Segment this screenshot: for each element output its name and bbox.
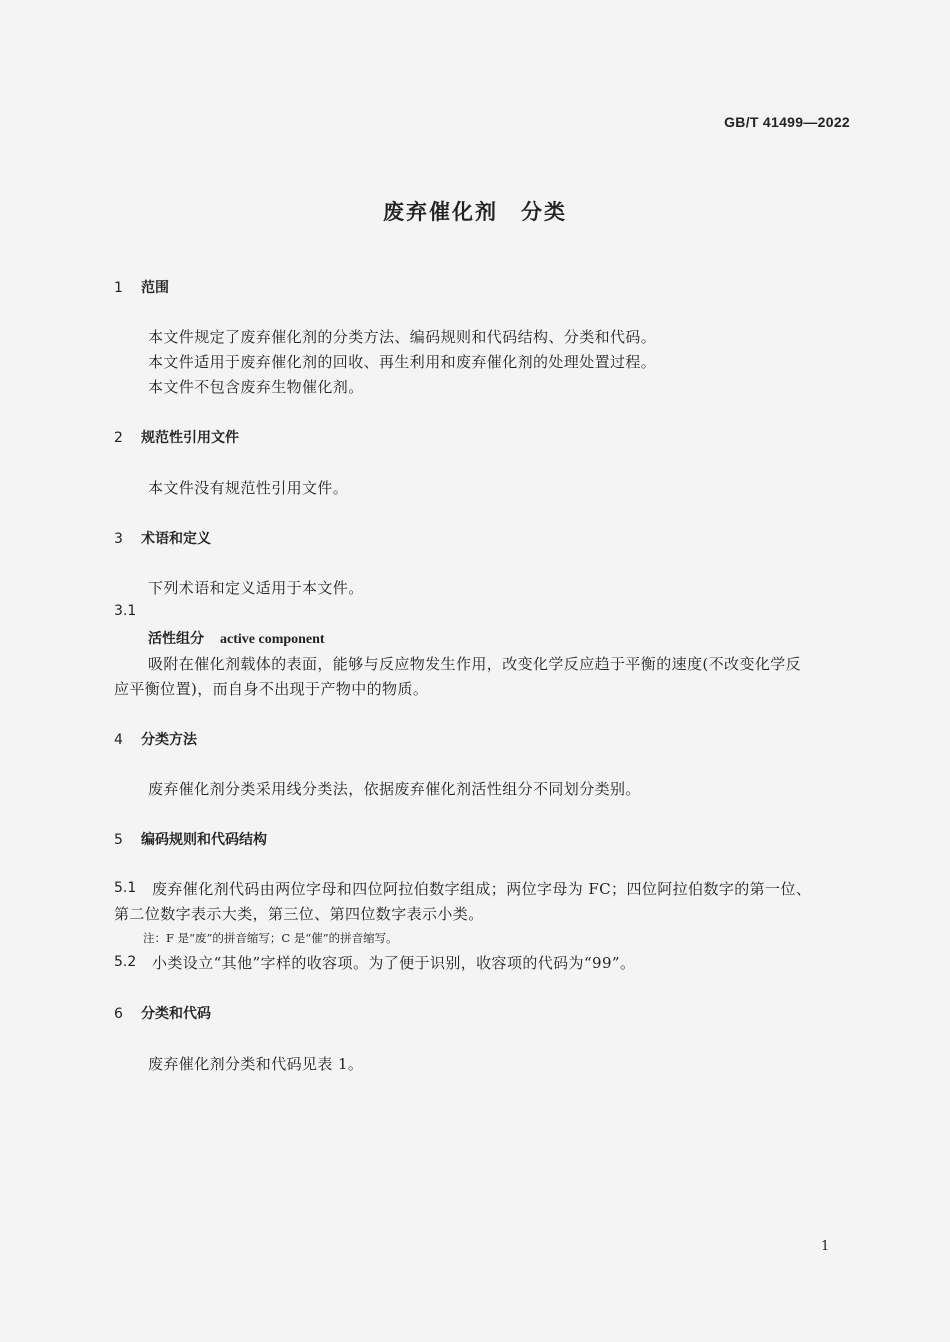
term-definition-line: 吸附在催化剂载体的表面，能够与反应物发生作用，改变化学反应趋于平衡的速度(不改变化学反 xyxy=(148,655,802,673)
section-title: 范围 xyxy=(141,280,169,296)
clause-text: 小类设立“其他”字样的收容项。为了便于识别，收容项的代码为“99”。 xyxy=(152,954,636,972)
paragraph: 废弃催化剂分类采用线分类法，依据废弃催化剂活性组分不同划分类别。 xyxy=(148,780,641,798)
section-title: 分类和代码 xyxy=(141,1006,211,1022)
section-number: 2 xyxy=(114,430,123,446)
section-heading-3 xyxy=(114,528,211,548)
section-heading-4 xyxy=(114,729,197,749)
section-title: 术语和定义 xyxy=(141,531,211,547)
section-heading-1 xyxy=(114,277,169,297)
section-number: 4 xyxy=(114,732,123,748)
section-title: 编码规则和代码结构 xyxy=(141,832,267,848)
section-number: 6 xyxy=(114,1006,123,1022)
section-number: 1 xyxy=(114,280,123,296)
section-number: 3 xyxy=(114,531,123,547)
clause-number: 5.1 xyxy=(114,880,137,896)
clause-text-line: 废弃催化剂代码由两位字母和四位阿拉伯数字组成；两位字母为 FC；四位阿拉伯数字的第一位、 xyxy=(152,880,812,898)
paragraph: 下列术语和定义适用于本文件。 xyxy=(148,579,364,597)
paragraph: 本文件不包含废弃生物催化剂。 xyxy=(148,378,364,396)
section-number: 5 xyxy=(114,832,123,848)
clause-text-line: 第二位数字表示大类，第三位、第四位数字表示小类。 xyxy=(114,905,484,923)
paragraph: 本文件没有规范性引用文件。 xyxy=(148,479,349,497)
section-heading-6 xyxy=(114,1003,211,1023)
paragraph: 本文件适用于废弃催化剂的回收、再生利用和废弃催化剂的处理处置过程。 xyxy=(148,353,657,371)
term-entry xyxy=(148,628,325,648)
page-number: 1 xyxy=(821,1239,830,1254)
section-heading-2 xyxy=(114,427,239,447)
section-title: 分类方法 xyxy=(141,732,197,748)
section-heading-5 xyxy=(114,829,267,849)
document-title: 废弃催化剂 分类 xyxy=(383,200,567,224)
term-chinese: 活性组分 xyxy=(148,631,204,647)
standard-code: GB/T 41499—2022 xyxy=(724,114,850,130)
term-english: active component xyxy=(220,632,325,647)
note: 注：F 是“废”的拼音缩写；C 是“催”的拼音缩写。 xyxy=(143,931,398,945)
paragraph: 废弃催化剂分类和代码见表 1。 xyxy=(148,1055,364,1073)
term-definition-line: 应平衡位置)，而自身不出现于产物中的物质。 xyxy=(114,680,429,698)
paragraph: 本文件规定了废弃催化剂的分类方法、编码规则和代码结构、分类和代码。 xyxy=(148,328,657,346)
section-title: 规范性引用文件 xyxy=(141,430,239,446)
clause-number: 5.2 xyxy=(114,954,137,970)
term-number: 3.1 xyxy=(114,603,137,619)
